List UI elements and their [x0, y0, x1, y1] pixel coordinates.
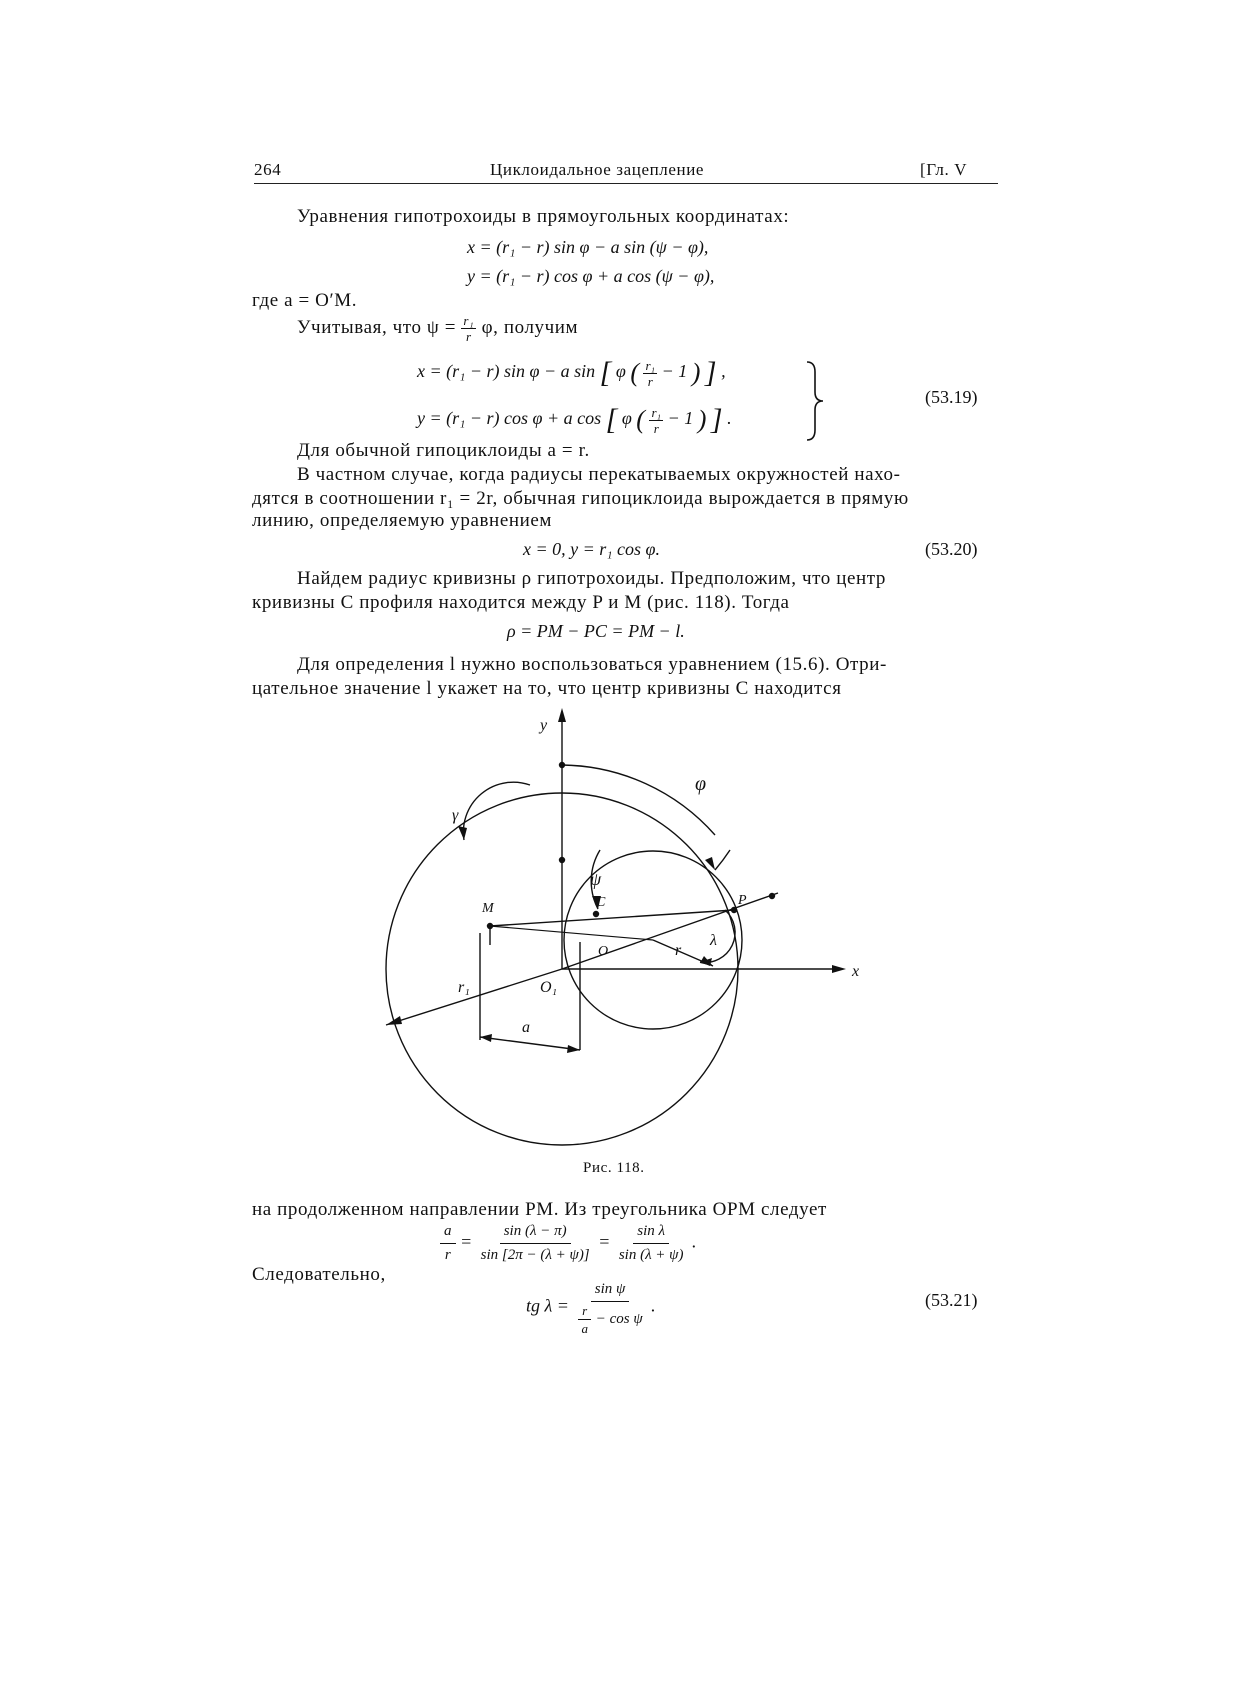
paragraph: Уравнения гипотрохоиды в прямоугольных координатах:	[297, 206, 790, 227]
fraction-numerator: r₁	[645, 357, 656, 373]
equation-tg	[526, 1280, 656, 1335]
line-m-o	[490, 926, 653, 940]
equation-phi: φ	[615, 361, 626, 382]
figure-118	[370, 700, 870, 1160]
page-number: 264	[254, 160, 282, 179]
equation-number: (53.20)	[925, 539, 978, 559]
fraction-denominator: sin [2π − (λ + ψ)]	[480, 1246, 590, 1263]
label-lambda: λ	[710, 932, 717, 949]
given-prefix: Учитывая, что ψ =	[297, 316, 457, 338]
fraction-denominator: r	[465, 329, 472, 344]
equation-minus-one: − 1	[667, 408, 694, 429]
equation-number: (53.21)	[925, 1290, 978, 1310]
bracket-open: [	[599, 356, 612, 389]
r1-line	[386, 969, 562, 1025]
a-arrow-right	[567, 1045, 580, 1053]
equation-ratio	[440, 1222, 697, 1265]
paragraph: кривизны C профиля находится между P и M (рис. 118). Тогда	[252, 592, 790, 613]
equation-left: x = (r₁ − r) sin φ − a sin	[417, 361, 596, 382]
equals-sign: =	[598, 1231, 611, 1252]
equation-end: ,	[721, 361, 726, 382]
denominator-rest: − cos ψ	[595, 1310, 643, 1327]
gamma-arrow	[458, 826, 467, 840]
fraction-numerator: sin λ	[633, 1222, 669, 1244]
equals-sign: =	[460, 1231, 473, 1252]
paragraph: линию, определяемую уравнением	[252, 510, 553, 531]
equation-x: x = (r₁ − r) sin φ − a sin (ψ − φ),	[467, 237, 709, 257]
given-suffix: φ, получим	[481, 316, 579, 338]
fraction-numerator: r₁	[463, 313, 475, 328]
label-x: x	[852, 963, 860, 980]
running-title: Циклоидальное зацепление	[490, 160, 705, 179]
paragraph: Для определения l нужно воспользоваться уравнением (15.6). Отри-	[297, 654, 887, 675]
fraction	[477, 1222, 594, 1265]
equation-x-block	[417, 356, 726, 390]
label-y: y	[540, 717, 548, 734]
label-p: P	[738, 893, 747, 908]
fraction-numerator: r	[578, 1304, 591, 1320]
equation-minus-one: − 1	[661, 361, 688, 382]
paragraph: Найдем радиус кривизны ρ гипотрохоиды. Предположим, что центр	[297, 568, 887, 589]
fraction	[643, 359, 657, 388]
fraction-numerator: a	[440, 1222, 456, 1244]
fraction-denominator: sin (λ + ψ)	[618, 1246, 684, 1263]
equation-end: .	[727, 408, 732, 429]
equation-number: (53.19)	[925, 387, 978, 407]
equation: ρ = PM − PC = PM − l.	[507, 621, 685, 641]
paren-open: (	[630, 358, 639, 387]
equation-y: y = (r₁ − r) cos φ + a cos (ψ − φ),	[467, 266, 715, 286]
label-psi: ψ	[590, 869, 602, 889]
gamma-arc	[463, 782, 530, 840]
fraction	[577, 1304, 592, 1335]
equation-phi: φ	[621, 408, 632, 429]
curly-brace	[805, 360, 827, 442]
point-far	[770, 894, 775, 899]
label-gamma: γ	[452, 807, 459, 824]
point-y-top	[560, 763, 565, 768]
label-m: M	[482, 901, 494, 916]
r1-arrow	[386, 1016, 402, 1025]
point-c	[594, 912, 599, 917]
equation: x = 0, y = r₁ cos φ.	[523, 539, 660, 559]
x-arrow	[832, 965, 846, 973]
chapter-label: [Гл. V	[920, 160, 968, 179]
fraction-denominator: r	[647, 373, 653, 389]
paragraph: В частном случае, когда радиусы перекатываемых окружностей нахо-	[297, 464, 901, 485]
equation-left: tg λ =	[526, 1295, 569, 1316]
equation-end: .	[651, 1295, 656, 1316]
point-y-mid	[560, 858, 565, 863]
header-rule	[254, 183, 998, 184]
bracket-open: [	[605, 403, 618, 436]
fraction	[440, 1222, 456, 1265]
fraction	[615, 1222, 688, 1265]
paragraph: где a = O′M.	[252, 290, 358, 311]
line-m-p	[490, 910, 734, 926]
bracket-close: ]	[704, 356, 717, 389]
label-c: C	[596, 895, 606, 910]
fraction-numerator: r₁	[651, 404, 662, 420]
equation-y-block	[417, 403, 732, 437]
fraction	[649, 406, 663, 435]
phi-arc	[562, 765, 715, 835]
equation-end: .	[692, 1231, 697, 1252]
paragraph: на продолженном направлении PM. Из треугольника OPM следует	[252, 1199, 827, 1220]
a-dim	[480, 1037, 580, 1050]
fraction-numerator: sin ψ	[591, 1280, 630, 1302]
paragraph: Следовательно,	[252, 1264, 386, 1285]
label-a: a	[522, 1019, 530, 1036]
fraction	[573, 1280, 646, 1335]
fraction-numerator: sin (λ − π)	[500, 1222, 571, 1244]
paren-close: )	[697, 405, 707, 434]
fraction-denominator	[573, 1302, 646, 1335]
fraction-denominator: r	[653, 420, 659, 436]
paragraph: Для обычной гипоциклоиды a = r.	[297, 440, 590, 461]
a-arrow-left	[480, 1034, 492, 1042]
label-o: O	[598, 944, 609, 959]
label-r1: r₁	[458, 979, 470, 996]
point-m	[488, 924, 493, 929]
bracket-close: ]	[710, 403, 723, 436]
paren-close: )	[691, 358, 701, 387]
fraction-denominator: a	[581, 1320, 588, 1336]
fraction	[461, 314, 476, 343]
point-p	[732, 908, 737, 913]
phi-arc-lower	[715, 850, 730, 870]
y-arrow	[558, 708, 566, 722]
label-phi: φ	[695, 773, 707, 795]
fraction-denominator: r	[444, 1246, 451, 1263]
paragraph: цательное значение l укажет на то, что центр кривизны C находится	[252, 678, 842, 699]
paren-open: (	[636, 405, 645, 434]
equation-left: y = (r₁ − r) cos φ + a cos	[417, 408, 602, 429]
figure-caption: Рис. 118.	[583, 1160, 645, 1176]
paragraph: дятся в соотношении r₁ = 2r, обычная гипоциклоида вырождается в прямую	[252, 488, 909, 509]
label-r: r	[675, 942, 682, 959]
label-o1: O₁	[540, 979, 558, 996]
paragraph	[297, 314, 578, 343]
